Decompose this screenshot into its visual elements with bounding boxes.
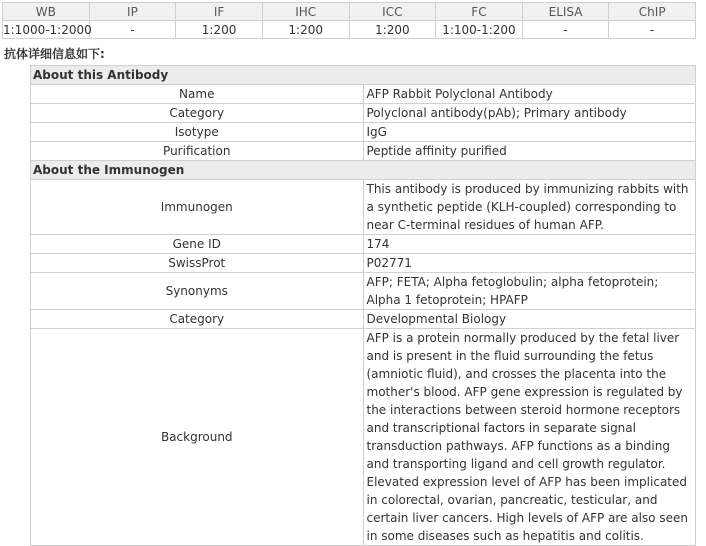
group-title-immunogen: About the Immunogen (31, 161, 696, 180)
application-value-ihc: 1:200 (262, 21, 349, 39)
detail-value-background: AFP is a protein normally produced by the fetal liver and is present in the fluid surrounding the fetus (amniotic fluid), and crosses the placenta into the mother's blood. AFP gene expression is regulated by the interactions between steroid hormone receptors and transcriptional factors in separate signal transduction pathways. AFP functions as a binding and transporting ligand and cell growth regulator. Elevated expression level of AFP has been implicated in colorectal, ovarian, pancreatic, testicular, and certain liver cancers. High levels of AFP are also seen in some diseases such as hepatitis and colitis. (363, 329, 696, 546)
application-header-ihc: IHC (262, 3, 349, 21)
detail-value-isotype: IgG (363, 123, 696, 142)
antibody-details-table (30, 65, 696, 546)
group-title-antibody: About this Antibody (31, 66, 696, 85)
group-row-immunogen (31, 161, 696, 180)
detail-value-immunogen: This antibody is produced by immunizing rabbits with a synthetic peptide (KLH-coupled) corresponding to near C-terminal residues of human AFP. (363, 180, 696, 235)
application-value-chip: - (609, 21, 696, 39)
detail-label-synonyms: Synonyms (31, 273, 364, 310)
detail-row-isotype (31, 123, 696, 142)
detail-label-gene-category: Category (31, 310, 364, 329)
application-value-fc: 1:100-1:200 (436, 21, 523, 39)
detail-value-swissprot: P02771 (363, 254, 696, 273)
detail-label-gene-id: Gene ID (31, 235, 364, 254)
application-header-icc: ICC (349, 3, 436, 21)
application-header-ip: IP (89, 3, 176, 21)
detail-row-purification (31, 142, 696, 161)
detail-row-category (31, 104, 696, 123)
application-header-chip: ChIP (609, 3, 696, 21)
detail-row-gene-category (31, 310, 696, 329)
application-header-fc: FC (436, 3, 523, 21)
applications-header-row (3, 3, 696, 21)
details-heading: 抗体详细信息如下: (4, 47, 105, 61)
detail-value-category: Polyclonal antibody(pAb); Primary antibody (363, 104, 696, 123)
applications-values-row (3, 21, 696, 39)
detail-row-background (31, 329, 696, 546)
application-value-if: 1:200 (176, 21, 263, 39)
detail-row-immunogen (31, 180, 696, 235)
detail-row-name (31, 85, 696, 104)
detail-row-swissprot (31, 254, 696, 273)
application-value-icc: 1:200 (349, 21, 436, 39)
detail-row-synonyms (31, 273, 696, 310)
detail-label-immunogen: Immunogen (31, 180, 364, 235)
application-value-wb: 1:1000-1:2000 (3, 22, 92, 37)
detail-row-gene-id (31, 235, 696, 254)
detail-label-isotype: Isotype (31, 123, 364, 142)
detail-label-category: Category (31, 104, 364, 123)
detail-value-gene-id: 174 (363, 235, 696, 254)
detail-value-synonyms: AFP; FETA; Alpha fetoglobulin; alpha fetoprotein; Alpha 1 fetoprotein; HPAFP (363, 273, 696, 310)
detail-label-background: Background (31, 329, 364, 546)
application-header-wb: WB (3, 3, 90, 21)
detail-value-gene-category: Developmental Biology (363, 310, 696, 329)
detail-value-name: AFP Rabbit Polyclonal Antibody (363, 85, 696, 104)
detail-label-swissprot: SwissProt (31, 254, 364, 273)
application-header-elisa: ELISA (522, 3, 609, 21)
detail-label-name: Name (31, 85, 364, 104)
detail-value-purification: Peptide affinity purified (363, 142, 696, 161)
application-value-ip: - (89, 21, 176, 39)
application-value-elisa: - (522, 21, 609, 39)
detail-label-purification: Purification (31, 142, 364, 161)
group-row-antibody (31, 66, 696, 85)
applications-table (2, 2, 696, 39)
application-header-if: IF (176, 3, 263, 21)
